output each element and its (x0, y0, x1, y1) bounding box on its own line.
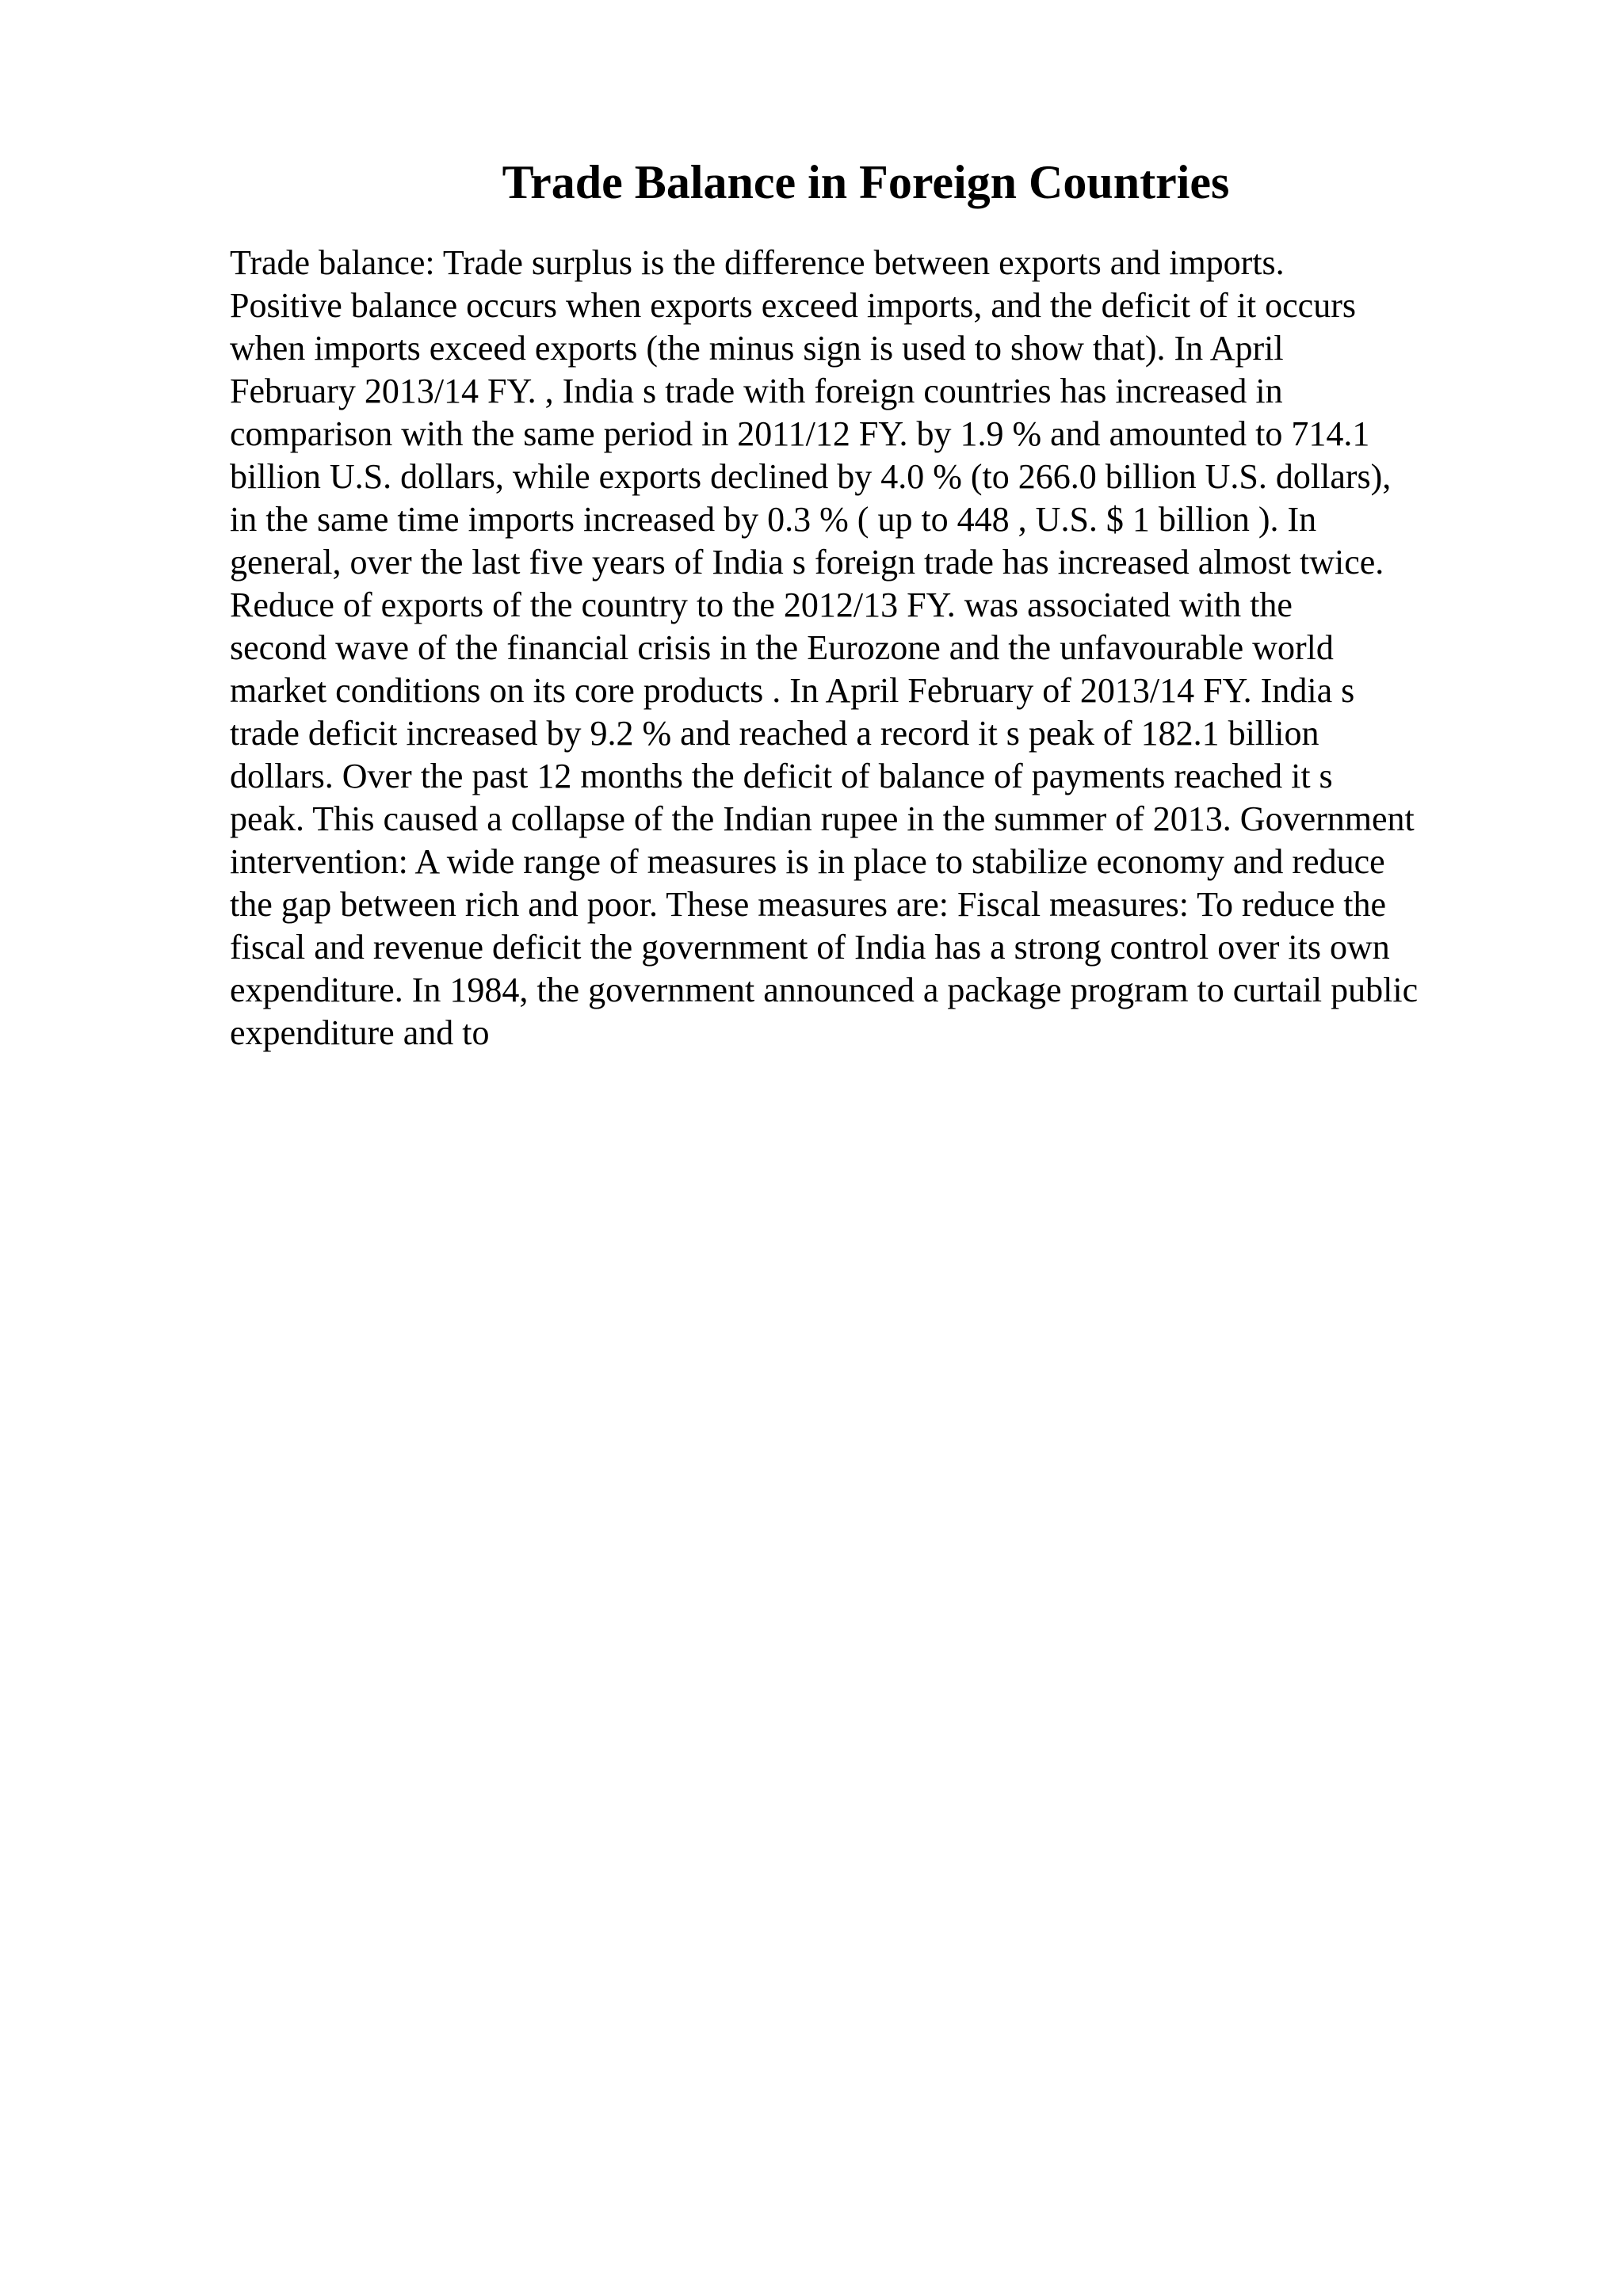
body-line: comparison with the same period in 2011/12 FY. by 1.9 % and amounted to 714.1 (230, 414, 1370, 453)
body-line: fiscal and revenue deficit the government of India has a strong control over its own (230, 928, 1390, 967)
body-line: February 2013/14 FY. , India s trade with foreign countries has increased in (230, 372, 1283, 410)
body-line: intervention: A wide range of measures is in place to stabilize economy and reduce (230, 842, 1385, 881)
body-line: peak. This caused a collapse of the Indian rupee in the summer of 2013. Government (230, 799, 1415, 838)
body-line: expenditure. In 1984, the government announced a package program to curtail public (230, 971, 1419, 1009)
body-line: market conditions on its core products . In April February of 2013/14 FY. India s (230, 671, 1355, 710)
body-line: billion U.S. dollars, while exports declined by 4.0 % (to 266.0 billion U.S. dollars), (230, 457, 1392, 496)
document-title: Trade Balance in Foreign Countries (502, 156, 1230, 208)
body-line: trade deficit increased by 9.2 % and reached a record it s peak of 182.1 billion (230, 714, 1319, 753)
body-line: dollars. Over the past 12 months the deficit of balance of payments reached it s (230, 757, 1333, 795)
body-line: the gap between rich and poor. These measures are: Fiscal measures: To reduce the (230, 885, 1386, 924)
body-line: expenditure and to (230, 1013, 490, 1052)
body-line: general, over the last five years of India s foreign trade has increased almost twice. (230, 543, 1384, 582)
body-line: Trade balance: Trade surplus is the difference between exports and imports. (230, 243, 1285, 282)
body-line: in the same time imports increased by 0.3 % ( up to 448 , U.S. $ 1 billion ). In (230, 500, 1317, 539)
body-line: Positive balance occurs when exports exceed imports, and the deficit of it occurs (230, 286, 1356, 325)
body-line: when imports exceed exports (the minus sign is used to show that). In April (230, 329, 1284, 368)
body-line: second wave of the financial crisis in the Eurozone and the unfavourable world (230, 628, 1334, 667)
document-body (230, 242, 1498, 1055)
body-line: Reduce of exports of the country to the 2012/13 FY. was associated with the (230, 585, 1293, 624)
